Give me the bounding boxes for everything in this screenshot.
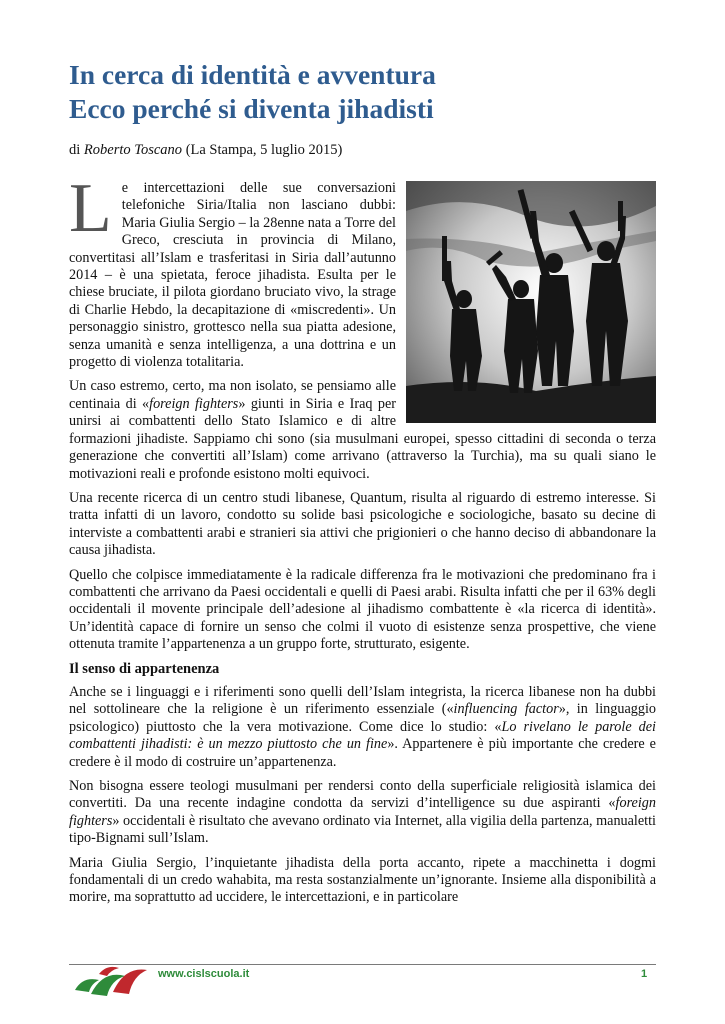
paragraph-5-text-a: Anche se i linguaggi e i riferimenti sono quelli dell’Islam integrista, la ricerca libanese non ha dubbi nel sottolineare che la religione è un riferimento essenziale (« [69, 683, 656, 718]
cisl-scuola-logo-icon [73, 962, 149, 1005]
section-heading: Il senso di appartenenza [69, 660, 220, 677]
paragraph-5 [69, 684, 656, 771]
paragraph-5-emphasis-2: Lo rivelano le parole dei combattenti jihadisti: è un mezzo piuttosto che un fine [69, 718, 656, 753]
paragraph-7: Maria Giulia Sergio, l’inquietante jihadista della porta accanto, ripete a macchinetta i dogmi fondamentali di un credo wahabita, ma resta sostanzialmente un’ignorante. Insieme alla disponibilità a morire, ma soprattutto ad uccidere, le intercettazioni, e in particolare [69, 854, 656, 906]
paragraph-6-text-a: Non bisogna essere teologi musulmani per rendersi conto della superficiale religiosità islamica dei convertiti. Da una recente indagine condotta da servizi d’intelligence su due aspiranti « [69, 778, 656, 812]
footer-website-link[interactable]: www.cislscuola.it [158, 968, 250, 980]
paragraph-6-emphasis: foreign fighters [69, 795, 656, 829]
paragraph-2-emphasis: foreign fighters [149, 395, 239, 412]
paragraph-4: Quello che colpisce immediatamente è la radicale differenza fra le motivazioni che predominano fra i combattenti che arrivano da Paesi occidentali e quelli di Paesi arabi. Risulta infatti che per il 63% degli occidentali il movente principale dell’adesione al jihadismo combattente è «la ricerca di identità». Un’identità capace di fornire un senso che colmi il vuoto di esistenze senza prospettive, che viene ottenuta tramite l’appartenenza a un gruppo forte, strutturato, esigente. [69, 566, 656, 653]
article-title [69, 58, 656, 126]
silhouette-photo [406, 181, 656, 423]
byline-prefix: di [69, 142, 84, 158]
paragraph-2-text-b: » giunti in Siria e Iraq per unirsi ai combattenti dello Stato Islamico e di altre formazioni jihadiste. Sappiamo chi sono (sia musulmani europei, spesso cittadini di seconda o terza generazione che convertiti all’Islam) come arrivano (attraverso la Turchia), ma su quali siano le motivazioni reali e profonde esistono molti equivoci. [69, 395, 656, 482]
paragraph-6 [69, 778, 656, 848]
paragraph-5-emphasis-1: influencing factor [453, 701, 559, 718]
paragraph-1-text: e intercettazioni delle sue conversazioni telefoniche Siria/Italia non lasciano dubbi: Maria Giulia Sergio – la 28enne nata a Torre del Greco, cresciuta in provincia di Milano, convertitasi all’Islam e trasferitasi in Siria dall’autunno 2014 – è una spietata, feroce jihadista. Esulta per le chiese bruciate, il pilota giordano bruciato vivo, la strage di Charlie Hebdo, la decapitazione di «miscredenti». Un personaggio sinistro, grottesco nella sua piatta adesione, senza umanità e senza intelligenza, a una dottrina e un progetto di violenza totalitaria. [69, 180, 396, 371]
footer-divider [69, 964, 656, 965]
paragraph-5-text-c: ». Appartenere è più importante che credere e credere è il modo di costruire un’appartenenza. [69, 736, 656, 770]
byline-source: (La Stampa, 5 luglio 2015) [182, 142, 343, 158]
article-body [69, 170, 656, 914]
paragraph-5-text-b: », in linguaggio psicologico) piuttosto che la vera motivazione. Come dice lo studio: « [69, 701, 656, 735]
paragraph-6-text-b: » occidentali è risultato che avevano ordinato via Internet, alla vigilia della partenza, manualetti tipo-Bignami sull’Islam. [69, 812, 656, 847]
drop-cap: L [69, 170, 112, 247]
paragraph-3: Una recente ricerca di un centro studi libanese, Quantum, risulta al riguardo di estremo interesse. Si tratta infatti di un lavoro, condotto su solide basi psicologiche e sociologiche, basato su decine di interviste a combattenti arabi e stranieri sia attivi che prigionieri o che hanno deciso di abbandonare la causa jihadista. [69, 489, 656, 559]
byline-author: Roberto Toscano [83, 142, 183, 158]
page-number: 1 [641, 968, 648, 980]
paragraph-2-text-a: Un caso estremo, certo, ma non isolato, se pensiamo alle centinaia di « [69, 378, 396, 412]
byline [69, 142, 342, 159]
title-line-1: In cerca di identità e avventura [69, 59, 436, 90]
title-line-2: Ecco perché si diventa jihadisti [69, 93, 434, 124]
